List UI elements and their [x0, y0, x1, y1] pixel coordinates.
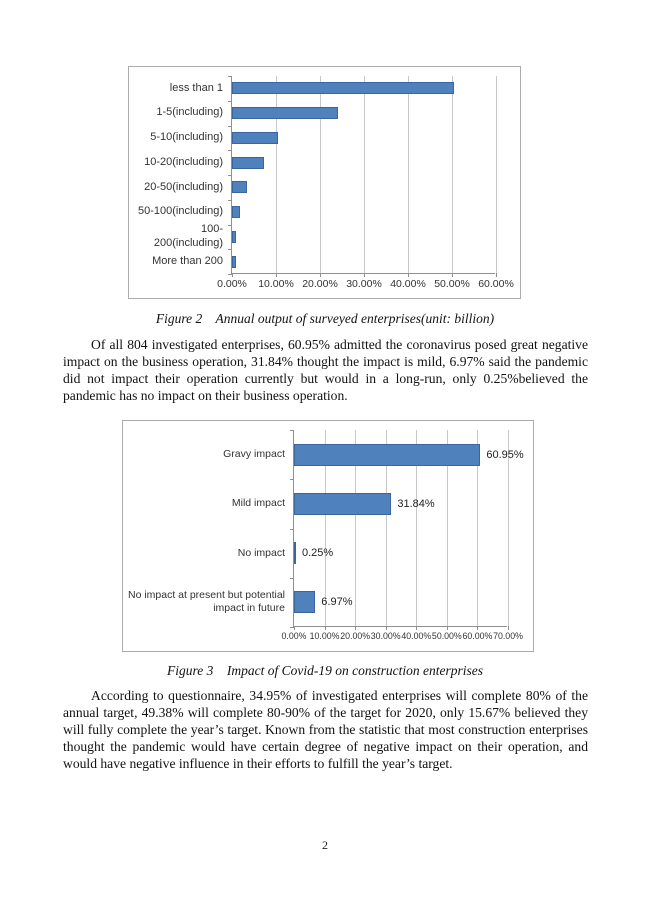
paragraph-2: According to questionnaire, 34.95% of investigated enterprises will complete 80% of the annual target, 49.38% will complete 80-90% of the target for 2020, only 15.67% believed they will fully complete the year’s target. Known from the statistic that most construction enterprises thought the pandemic would have certain degree of negative impact on their operation, and would have negative influence in their efforts to fulfill the year’s target.	[63, 688, 588, 771]
category-label: 10-20(including)	[144, 155, 223, 168]
x-axis-tick	[496, 273, 497, 277]
x-axis-tick	[294, 626, 295, 630]
y-axis-tick	[228, 200, 232, 201]
category-label: less than 1	[169, 81, 223, 94]
category-label: More than 200	[152, 254, 223, 267]
category-label: 20-50(including)	[144, 180, 223, 193]
gridline	[320, 76, 321, 273]
category-label: No impact	[237, 546, 285, 559]
data-label: 31.84%	[397, 497, 435, 510]
x-axis-tick-label: 20.00%	[340, 631, 371, 641]
x-axis-tick-label: 20.00%	[302, 278, 338, 290]
y-axis-tick	[290, 578, 294, 579]
x-axis-tick-label: 0.00%	[281, 631, 307, 641]
data-label: 6.97%	[321, 596, 353, 609]
x-axis-tick-label: 10.00%	[309, 631, 340, 641]
paragraph-1: Of all 804 investigated enterprises, 60.95% admitted the coronavirus posed great negative impact on the business operation, 31.84% thought the impact is mild, 6.97% said the pandemic did not impact their operation currently but would in a long-run, only 0.25%believed the pandemic has no impact on their business operation.	[63, 337, 588, 403]
x-axis-tick-label: 60.00%	[462, 631, 493, 641]
bar	[232, 206, 240, 218]
category-label: 100-200(including)	[153, 223, 223, 249]
figure2-chart	[128, 66, 521, 299]
bar	[232, 107, 338, 119]
x-axis-tick	[452, 273, 453, 277]
x-axis-tick-label: 60.00%	[478, 278, 514, 290]
bar	[232, 157, 264, 169]
data-label: 0.25%	[302, 547, 334, 560]
x-axis-tick	[364, 273, 365, 277]
x-axis-tick-label: 0.00%	[217, 278, 247, 290]
gridline	[364, 76, 365, 273]
y-axis-tick	[290, 627, 294, 628]
category-label: Mild impact	[231, 497, 285, 510]
x-axis-tick	[508, 626, 509, 630]
category-label: 1-5(including)	[156, 106, 223, 119]
bar	[232, 132, 278, 144]
y-axis-tick	[228, 249, 232, 250]
plot-area	[217, 76, 514, 290]
x-axis-tick	[320, 273, 321, 277]
bar	[232, 181, 247, 193]
y-axis-tick	[228, 175, 232, 176]
x-axis-tick-label: 30.00%	[346, 278, 382, 290]
x-axis-tick	[276, 273, 277, 277]
y-axis-tick	[228, 274, 232, 275]
y-axis-tick	[228, 126, 232, 127]
x-axis-tick	[386, 626, 387, 630]
gridline	[452, 76, 453, 273]
data-label: 60.95%	[486, 448, 524, 461]
bar	[294, 542, 296, 564]
x-axis-tick-label: 70.00%	[493, 631, 523, 641]
x-axis-tick	[408, 273, 409, 277]
y-axis-tick	[290, 430, 294, 431]
x-axis-tick	[447, 626, 448, 630]
y-axis-tick	[290, 529, 294, 530]
category-label: Gravy impact	[223, 448, 285, 461]
gridline	[496, 76, 497, 273]
figure2-caption: Figure 2 Annual output of surveyed enterprises(unit: billion)	[155, 311, 495, 326]
x-axis-tick-label: 40.00%	[401, 631, 432, 641]
bar	[294, 444, 480, 466]
y-axis-tick	[290, 479, 294, 480]
category-label: No impact at present but potential impact in future	[127, 589, 285, 615]
page-number: 2	[322, 838, 328, 852]
figure3-caption: Figure 3 Impact of Covid-19 on construction enterprises	[167, 663, 483, 678]
bar	[232, 256, 236, 268]
bar	[294, 493, 391, 515]
x-axis-tick	[355, 626, 356, 630]
category-label: 5-10(including)	[150, 131, 223, 143]
x-axis-tick-label: 50.00%	[434, 278, 470, 290]
gridline	[408, 76, 409, 273]
y-axis-tick	[228, 101, 232, 102]
category-label: 50-100(including)	[138, 205, 223, 218]
y-axis-tick	[228, 225, 232, 226]
figure3-chart	[122, 420, 534, 652]
gridline	[276, 76, 277, 273]
x-axis-tick-label: 40.00%	[390, 278, 426, 290]
x-axis-tick-label: 30.00%	[370, 631, 401, 641]
plot-area	[281, 430, 524, 641]
x-axis-tick	[416, 626, 417, 630]
bar	[294, 591, 315, 613]
x-axis-tick-label: 10.00%	[258, 278, 294, 290]
y-axis-tick	[228, 76, 232, 77]
y-axis-tick	[228, 150, 232, 151]
x-axis-tick	[477, 626, 478, 630]
x-axis-tick-label: 50.00%	[431, 631, 462, 641]
bar	[232, 82, 454, 94]
x-axis-tick	[232, 273, 233, 277]
bar	[232, 231, 236, 243]
